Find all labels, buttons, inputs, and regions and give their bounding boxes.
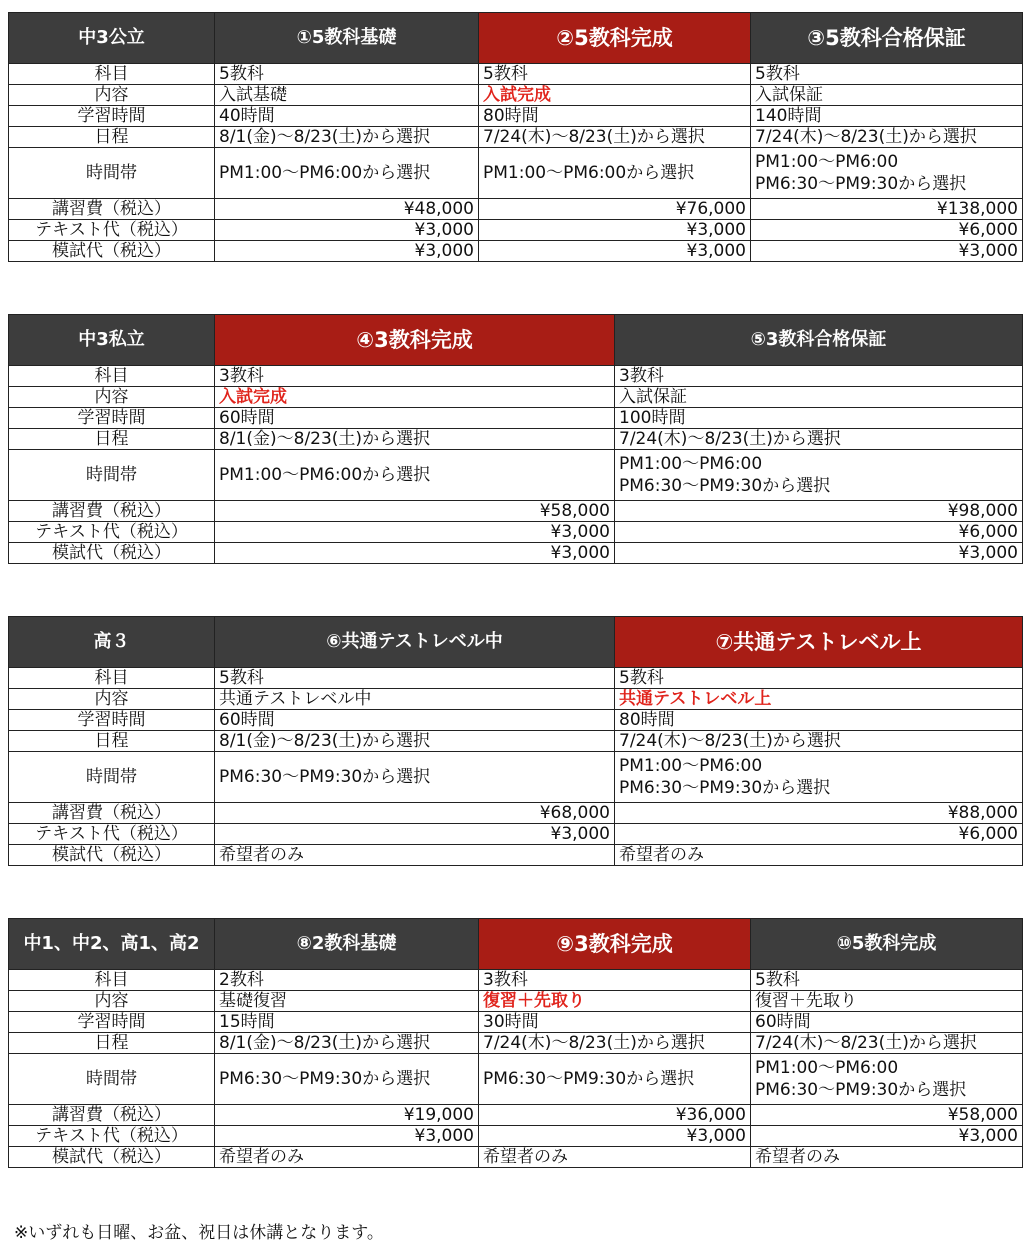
course-header-10: ⑩5教科完成 bbox=[751, 919, 1023, 970]
row-label: 講習費（税込） bbox=[9, 803, 215, 824]
row-label: 日程 bbox=[9, 127, 215, 148]
cell-subject: 5教科 bbox=[751, 970, 1023, 991]
row-subject bbox=[9, 970, 1023, 991]
row-label: 科目 bbox=[9, 366, 215, 387]
price-table-kou3 bbox=[8, 616, 1023, 866]
cell-timeslot: PM6:30～PM9:30から選択 bbox=[479, 1054, 751, 1105]
cell-content-highlight: 入試完成 bbox=[215, 387, 615, 408]
cell-subject: 5教科 bbox=[479, 64, 751, 85]
cell-schedule: 7/24(木)～8/23(土)から選択 bbox=[751, 1033, 1023, 1054]
cell-schedule: 7/24(木)～8/23(土)から選択 bbox=[615, 429, 1023, 450]
cell-schedule: 7/24(木)～8/23(土)から選択 bbox=[479, 1033, 751, 1054]
row-fee bbox=[9, 1105, 1023, 1126]
row-schedule bbox=[9, 1033, 1023, 1054]
timeslot-line: PM1:00～PM6:00 bbox=[619, 454, 763, 474]
cell-content: 入試保証 bbox=[615, 387, 1023, 408]
cell-hours: 140時間 bbox=[751, 106, 1023, 127]
category-header: 中1、中2、高1、高2 bbox=[9, 919, 215, 970]
timeslot-line: PM6:30～PM9:30から選択 bbox=[619, 476, 831, 496]
cell-fee: ¥48,000 bbox=[215, 199, 479, 220]
table-header-row bbox=[9, 617, 1023, 668]
cell-content: 基礎復習 bbox=[215, 991, 479, 1012]
cell-text-fee: ¥3,000 bbox=[215, 220, 479, 241]
cell-mock-fee: 希望者のみ bbox=[615, 845, 1023, 866]
cell-hours: 80時間 bbox=[479, 106, 751, 127]
cell-timeslot: PM1:00～PM6:00から選択 bbox=[479, 148, 751, 199]
cell-timeslot bbox=[615, 752, 1023, 803]
cell-fee: ¥98,000 bbox=[615, 501, 1023, 522]
cell-hours: 60時間 bbox=[751, 1012, 1023, 1033]
cell-mock-fee: ¥3,000 bbox=[215, 543, 615, 564]
price-table-chu3-public bbox=[8, 12, 1023, 262]
row-label: 時間帯 bbox=[9, 148, 215, 199]
cell-mock-fee: ¥3,000 bbox=[751, 241, 1023, 262]
cell-subject: 3教科 bbox=[479, 970, 751, 991]
row-label: 模試代（税込） bbox=[9, 845, 215, 866]
row-content bbox=[9, 387, 1023, 408]
cell-timeslot bbox=[751, 148, 1023, 199]
cell-subject: 5教科 bbox=[215, 668, 615, 689]
cell-subject: 3教科 bbox=[615, 366, 1023, 387]
cell-content: 入試基礎 bbox=[215, 85, 479, 106]
row-label: 講習費（税込） bbox=[9, 199, 215, 220]
row-label: 講習費（税込） bbox=[9, 501, 215, 522]
cell-hours: 60時間 bbox=[215, 408, 615, 429]
row-timeslot bbox=[9, 752, 1023, 803]
cell-content: 共通テストレベル中 bbox=[215, 689, 615, 710]
cell-schedule: 7/24(木)～8/23(土)から選択 bbox=[751, 127, 1023, 148]
course-header-4: ④3教科完成 bbox=[215, 315, 615, 366]
cell-schedule: 8/1(金)～8/23(土)から選択 bbox=[215, 1033, 479, 1054]
cell-timeslot bbox=[615, 450, 1023, 501]
cell-subject: 5教科 bbox=[751, 64, 1023, 85]
row-content bbox=[9, 689, 1023, 710]
cell-schedule: 8/1(金)～8/23(土)から選択 bbox=[215, 731, 615, 752]
price-table-other-grades bbox=[8, 918, 1023, 1168]
row-label: テキスト代（税込） bbox=[9, 522, 215, 543]
cell-mock-fee: 希望者のみ bbox=[215, 1147, 479, 1168]
row-timeslot bbox=[9, 450, 1023, 501]
row-hours bbox=[9, 1012, 1023, 1033]
cell-timeslot bbox=[751, 1054, 1023, 1105]
cell-hours: 100時間 bbox=[615, 408, 1023, 429]
course-header-3: ③5教科合格保証 bbox=[751, 13, 1023, 64]
footnote: ※いずれも日曜、お盆、祝日は休講となります。 bbox=[14, 1223, 384, 1243]
cell-schedule: 7/24(木)～8/23(土)から選択 bbox=[479, 127, 751, 148]
course-header-9: ⑨3教科完成 bbox=[479, 919, 751, 970]
cell-mock-fee: ¥3,000 bbox=[479, 241, 751, 262]
row-label: 時間帯 bbox=[9, 450, 215, 501]
row-label: テキスト代（税込） bbox=[9, 1126, 215, 1147]
row-label: 学習時間 bbox=[9, 710, 215, 731]
cell-text-fee: ¥6,000 bbox=[615, 522, 1023, 543]
table-header-row bbox=[9, 315, 1023, 366]
cell-hours: 80時間 bbox=[615, 710, 1023, 731]
cell-text-fee: ¥3,000 bbox=[751, 1126, 1023, 1147]
row-text-fee bbox=[9, 522, 1023, 543]
cell-text-fee: ¥3,000 bbox=[215, 824, 615, 845]
row-mock-fee bbox=[9, 543, 1023, 564]
cell-text-fee: ¥3,000 bbox=[479, 220, 751, 241]
row-mock-fee bbox=[9, 241, 1023, 262]
course-header-8: ⑧2教科基礎 bbox=[215, 919, 479, 970]
timeslot-line: PM1:00～PM6:00 bbox=[755, 152, 899, 172]
row-label: 日程 bbox=[9, 1033, 215, 1054]
cell-content-highlight: 入試完成 bbox=[479, 85, 751, 106]
cell-schedule: 8/1(金)～8/23(土)から選択 bbox=[215, 429, 615, 450]
row-label: 模試代（税込） bbox=[9, 241, 215, 262]
cell-mock-fee: 希望者のみ bbox=[751, 1147, 1023, 1168]
row-label: 内容 bbox=[9, 387, 215, 408]
row-subject bbox=[9, 366, 1023, 387]
row-fee bbox=[9, 199, 1023, 220]
cell-content-highlight: 共通テストレベル上 bbox=[615, 689, 1023, 710]
row-label: 科目 bbox=[9, 668, 215, 689]
cell-schedule: 8/1(金)～8/23(土)から選択 bbox=[215, 127, 479, 148]
row-timeslot bbox=[9, 148, 1023, 199]
row-label: 時間帯 bbox=[9, 752, 215, 803]
cell-mock-fee: ¥3,000 bbox=[615, 543, 1023, 564]
cell-hours: 60時間 bbox=[215, 710, 615, 731]
row-hours bbox=[9, 106, 1023, 127]
cell-timeslot: PM1:00～PM6:00から選択 bbox=[215, 148, 479, 199]
row-content bbox=[9, 85, 1023, 106]
row-text-fee bbox=[9, 1126, 1023, 1147]
cell-subject: 5教科 bbox=[215, 64, 479, 85]
row-mock-fee bbox=[9, 1147, 1023, 1168]
row-schedule bbox=[9, 731, 1023, 752]
row-subject bbox=[9, 668, 1023, 689]
course-header-6: ⑥共通テストレベル中 bbox=[215, 617, 615, 668]
row-text-fee bbox=[9, 220, 1023, 241]
cell-text-fee: ¥3,000 bbox=[479, 1126, 751, 1147]
cell-timeslot: PM6:30～PM9:30から選択 bbox=[215, 752, 615, 803]
row-label: テキスト代（税込） bbox=[9, 824, 215, 845]
category-header: 高３ bbox=[9, 617, 215, 668]
row-label: 内容 bbox=[9, 689, 215, 710]
row-subject bbox=[9, 64, 1023, 85]
cell-hours: 15時間 bbox=[215, 1012, 479, 1033]
timeslot-line: PM6:30～PM9:30から選択 bbox=[755, 174, 967, 194]
row-schedule bbox=[9, 429, 1023, 450]
row-label: 学習時間 bbox=[9, 408, 215, 429]
row-hours bbox=[9, 710, 1023, 731]
row-label: 科目 bbox=[9, 970, 215, 991]
course-header-7: ⑦共通テストレベル上 bbox=[615, 617, 1023, 668]
timeslot-line: PM1:00～PM6:00 bbox=[755, 1058, 899, 1078]
cell-content-highlight: 復習＋先取り bbox=[479, 991, 751, 1012]
cell-mock-fee: 希望者のみ bbox=[215, 845, 615, 866]
cell-timeslot: PM1:00～PM6:00から選択 bbox=[215, 450, 615, 501]
cell-fee: ¥58,000 bbox=[751, 1105, 1023, 1126]
row-label: 模試代（税込） bbox=[9, 1147, 215, 1168]
row-label: 内容 bbox=[9, 991, 215, 1012]
row-label: 学習時間 bbox=[9, 1012, 215, 1033]
table-header-row bbox=[9, 13, 1023, 64]
cell-content: 復習＋先取り bbox=[751, 991, 1023, 1012]
row-fee bbox=[9, 803, 1023, 824]
row-text-fee bbox=[9, 824, 1023, 845]
price-table-chu3-private bbox=[8, 314, 1023, 564]
row-mock-fee bbox=[9, 845, 1023, 866]
cell-text-fee: ¥6,000 bbox=[751, 220, 1023, 241]
timeslot-line: PM1:00～PM6:00 bbox=[619, 756, 763, 776]
cell-fee: ¥58,000 bbox=[215, 501, 615, 522]
row-timeslot bbox=[9, 1054, 1023, 1105]
cell-hours: 40時間 bbox=[215, 106, 479, 127]
row-hours bbox=[9, 408, 1023, 429]
row-content bbox=[9, 991, 1023, 1012]
row-label: 日程 bbox=[9, 429, 215, 450]
cell-fee: ¥19,000 bbox=[215, 1105, 479, 1126]
row-label: 時間帯 bbox=[9, 1054, 215, 1105]
category-header: 中3公立 bbox=[9, 13, 215, 64]
course-header-5: ⑤3教科合格保証 bbox=[615, 315, 1023, 366]
cell-fee: ¥68,000 bbox=[215, 803, 615, 824]
row-label: 内容 bbox=[9, 85, 215, 106]
row-label: 学習時間 bbox=[9, 106, 215, 127]
cell-subject: 5教科 bbox=[615, 668, 1023, 689]
row-label: 模試代（税込） bbox=[9, 543, 215, 564]
cell-fee: ¥36,000 bbox=[479, 1105, 751, 1126]
row-label: 講習費（税込） bbox=[9, 1105, 215, 1126]
row-label: 日程 bbox=[9, 731, 215, 752]
row-label: 科目 bbox=[9, 64, 215, 85]
cell-content: 入試保証 bbox=[751, 85, 1023, 106]
cell-text-fee: ¥6,000 bbox=[615, 824, 1023, 845]
cell-schedule: 7/24(木)～8/23(土)から選択 bbox=[615, 731, 1023, 752]
table-header-row bbox=[9, 919, 1023, 970]
timeslot-line: PM6:30～PM9:30から選択 bbox=[755, 1080, 967, 1100]
cell-fee: ¥138,000 bbox=[751, 199, 1023, 220]
cell-text-fee: ¥3,000 bbox=[215, 1126, 479, 1147]
category-header: 中3私立 bbox=[9, 315, 215, 366]
cell-fee: ¥76,000 bbox=[479, 199, 751, 220]
row-schedule bbox=[9, 127, 1023, 148]
row-fee bbox=[9, 501, 1023, 522]
course-header-2: ②5教科完成 bbox=[479, 13, 751, 64]
timeslot-line: PM6:30～PM9:30から選択 bbox=[619, 778, 831, 798]
row-label: テキスト代（税込） bbox=[9, 220, 215, 241]
cell-mock-fee: ¥3,000 bbox=[215, 241, 479, 262]
cell-text-fee: ¥3,000 bbox=[215, 522, 615, 543]
cell-subject: 3教科 bbox=[215, 366, 615, 387]
cell-hours: 30時間 bbox=[479, 1012, 751, 1033]
cell-fee: ¥88,000 bbox=[615, 803, 1023, 824]
cell-timeslot: PM6:30～PM9:30から選択 bbox=[215, 1054, 479, 1105]
course-header-1: ①5教科基礎 bbox=[215, 13, 479, 64]
cell-subject: 2教科 bbox=[215, 970, 479, 991]
cell-mock-fee: 希望者のみ bbox=[479, 1147, 751, 1168]
